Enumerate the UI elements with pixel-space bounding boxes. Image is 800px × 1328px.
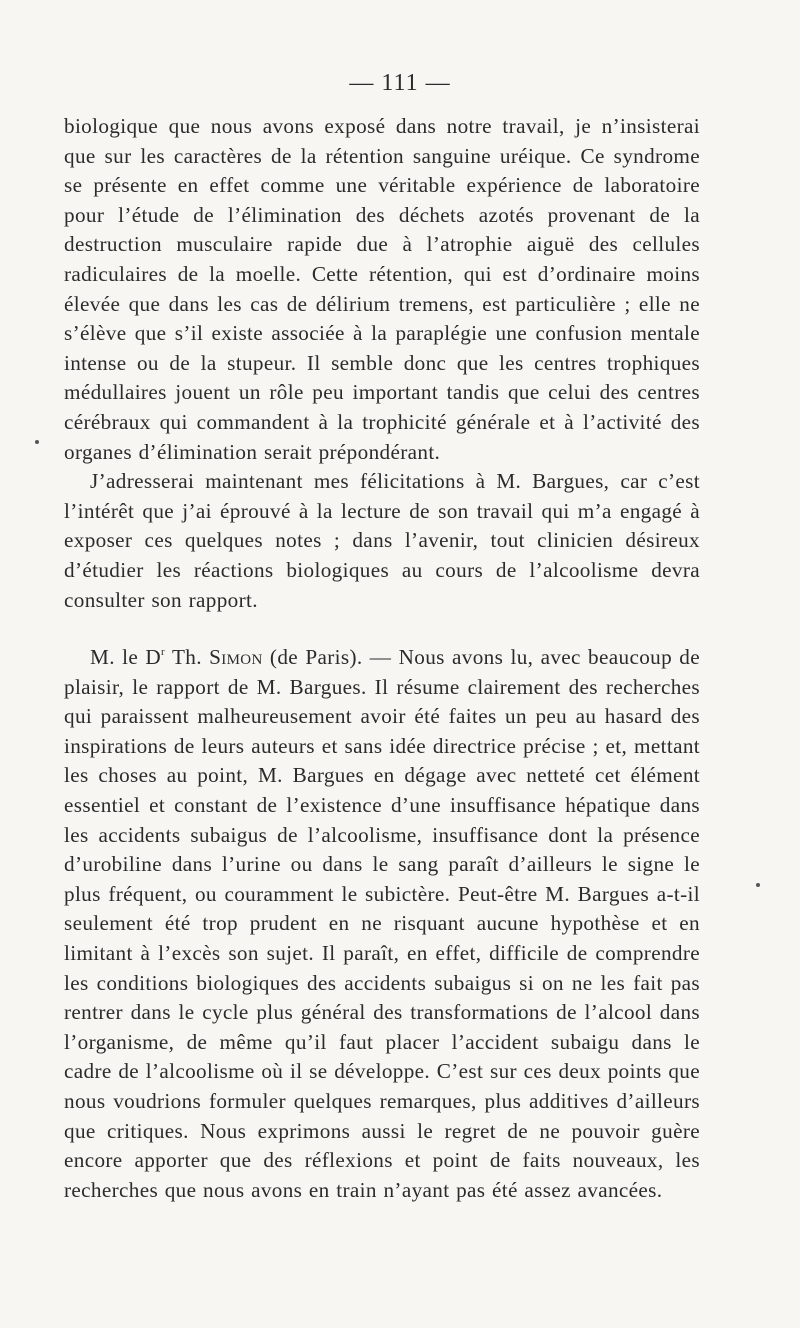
scan-speck bbox=[35, 440, 39, 444]
text-block-lower bbox=[64, 643, 700, 1205]
speaker-firstname: Th. bbox=[165, 645, 210, 669]
text-block-upper bbox=[64, 112, 700, 615]
speaker-name: Simon bbox=[209, 645, 263, 669]
page-number: — 111 — bbox=[349, 70, 451, 96]
speaker-title-superscript: r bbox=[161, 646, 166, 658]
speaker-prefix: M. le D bbox=[90, 645, 162, 669]
intervention-text: — Nous avons lu, avec beaucoup de plaisir, le rapport de M. Bargues. Il résume clairement des recherches qui paraissent malheureusement avoir été faites un peu au hasard des inspirations de leurs auteurs et sans idée directrice précise ; et, mettant les choses au point, M. Bargues en dégage avec netteté cet élément essentiel et constant de l’existence d’une insuffisance hépatique dans les accidents subaigus de l’alcoolisme, insuffisance dont la présence d’urobiline dans l’urine ou dans le sang paraît d’ailleurs le signe le plus fréquent, ou couramment le subictère. Peut-être M. Bargues a-t-il seulement été trop prudent en ne risquant aucune hypothèse et en limitant à l’excès son sujet. Il paraît, en effet, difficile de comprendre les conditions biologiques des accidents subaigus si on ne les fait pas rentrer dans le cycle plus général des transformations de l’alcool dans l’organisme, de même qu’il faut placer l’accident subaigu dans le cadre de l’alcoolisme où il se développe. C’est sur ces deux points que nous voudrions formuler quelques remarques, plus additives d’ailleurs que critiques. Nous exprimons aussi le regret de ne pouvoir guère encore apporter que des réflexions et point de faits nouveaux, les recherches que nous avons en train n’ayant pas été assez avancées. bbox=[64, 645, 701, 1202]
speaker-origin: (de Paris). bbox=[262, 645, 363, 669]
paragraph-simon-intervention bbox=[64, 643, 700, 1205]
paragraph-congratulations: J’adresserai maintenant mes félicitations à M. Bargues, car c’est l’intérêt que j’ai éprouvé à la lecture de son travail qui m’a engagé à exposer ces quelques notes ; dans l’avenir, tout clinicien désireux d’étudier les réactions biologiques au cours de l’alcoolisme devra consulter son rapport. bbox=[64, 469, 700, 612]
paragraph-continuation: biologique que nous avons exposé dans notre travail, je n’insisterai que sur les caractères de la rétention sanguine uréique. Ce syndrome se présente en effet comme une véritable expérience de laboratoire pour l’étude de l’élimination des déchets azotés provenant de la destruction musculaire rapide due à l’atrophie aiguë des cellules radiculaires de la moelle. Cette rétention, qui est d’ordinaire moins élevée que dans les cas de délirium tremens, est particulière ; elle ne s’élève que s’il existe associée à la paraplégie une confusion mentale intense ou de la stupeur. Il semble donc que les centres trophiques médullaires jouent un rôle peu important tandis que celui des centres cérébraux qui commandent à la trophicité générale et à l’activité des organes d’élimination serait prépondérant. bbox=[64, 114, 700, 464]
scan-speck bbox=[756, 883, 760, 887]
